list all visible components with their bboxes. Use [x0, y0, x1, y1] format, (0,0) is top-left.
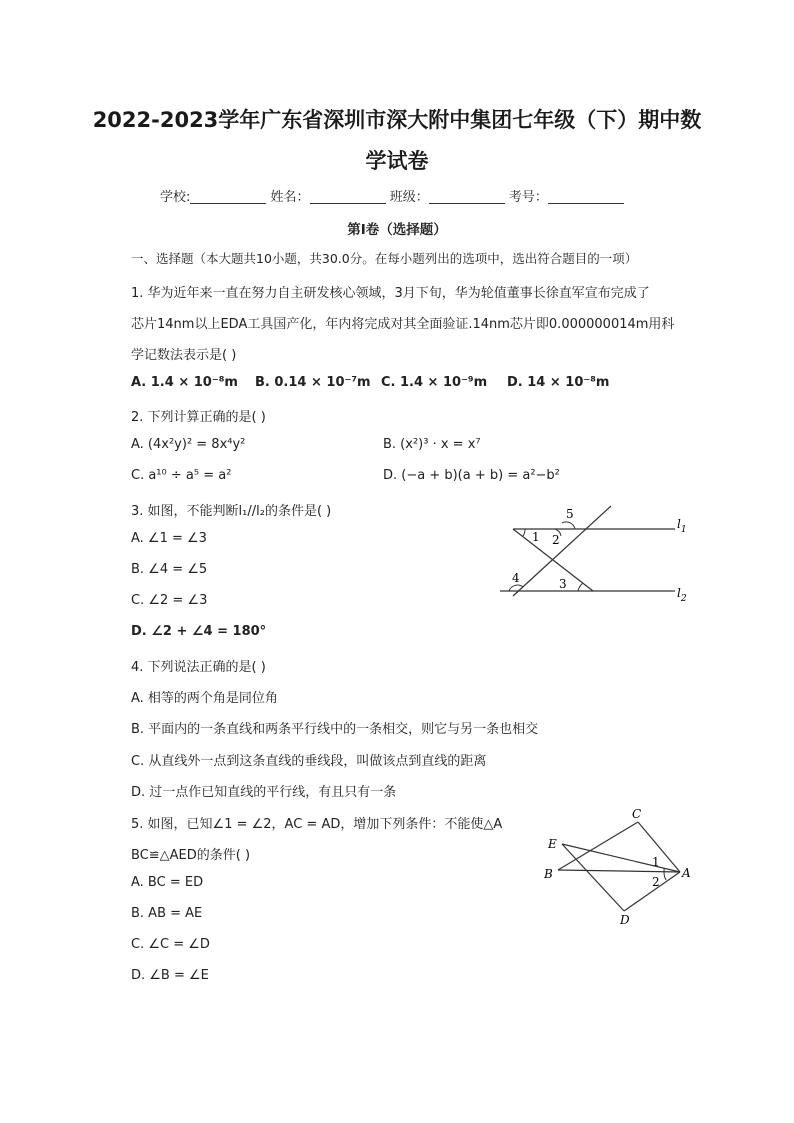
q2-option-b[interactable]: B. (x²)³ · x = x⁷ — [383, 437, 481, 452]
l2-label: $l_2$ — [677, 586, 687, 604]
q5-option-a[interactable]: A. BC = ED — [131, 875, 204, 890]
point-b-label: B — [544, 867, 553, 881]
school-blank[interactable] — [190, 189, 266, 204]
q5-line1: 5. 如图，已知∠1 = ∠2，AC = AD，增加下列条件：不能使△A — [131, 817, 503, 832]
page-title-line1: 2022-2023学年广东省深圳市深大附中集团七年级（下）期中数 — [92, 108, 702, 132]
angle-2-label: 2 — [552, 533, 560, 547]
q4-stem: 4. 下列说法正确的是( ) — [131, 660, 266, 675]
name-label: 姓名： — [270, 190, 310, 205]
angle-1-label: 1 — [532, 530, 540, 544]
point-e-label: E — [548, 837, 557, 851]
q1-line1: 1. 华为近年来一直在努力自主研发核心领域，3月下旬，华为轮值董事长徐直军宣布完成了 — [131, 286, 650, 301]
section-title: 第Ⅰ卷（选择题） — [347, 222, 447, 238]
q1-line2: 芯片14nm以上EDA工具国产化，年内将完成对其全面验证.14nm芯片即0.000000014m用科 — [131, 317, 675, 332]
q4-option-d[interactable]: D. 过一点作已知直线的平行线，有且只有一条 — [131, 785, 397, 800]
name-blank[interactable] — [310, 189, 386, 204]
q1-line3: 学记数法表示是( ) — [131, 348, 237, 363]
angle-3-arc — [578, 583, 583, 591]
angle-3-label: 3 — [559, 577, 567, 591]
exam-no-blank[interactable] — [548, 189, 624, 204]
angle-2-label: 2 — [652, 875, 660, 889]
q2-options-row1 — [131, 437, 481, 452]
q1-option-d[interactable]: D. 14 × 10⁻⁸m — [507, 375, 610, 390]
part1-header: 一、选择题（本大题共10小题，共30.0分。在每小题列出的选项中，选出符合题目的一项） — [131, 251, 638, 266]
class-label: 班级： — [389, 190, 429, 205]
segment-ea — [562, 844, 680, 872]
q5-line2: BC≌△AED的条件( ) — [131, 848, 251, 863]
q4-option-c[interactable]: C. 从直线外一点到这条直线的垂线段，叫做该点到直线的距离 — [131, 754, 487, 769]
segment-ed — [562, 844, 624, 911]
q1-option-a[interactable]: A. 1.4 × 10⁻⁸m — [131, 375, 238, 390]
segment-ba — [558, 870, 680, 872]
q5-option-b[interactable]: B. AB = AE — [131, 906, 203, 921]
point-a-label: A — [682, 866, 691, 880]
q3-option-c[interactable]: C. ∠2 = ∠3 — [131, 593, 208, 608]
q2-option-d[interactable]: D. (−a + b)(a + b) = a²−b² — [383, 468, 560, 483]
q3-option-a[interactable]: A. ∠1 = ∠3 — [131, 531, 207, 546]
q1-option-b[interactable]: B. 0.14 × 10⁻⁷m — [255, 375, 371, 390]
point-c-label: C — [632, 808, 642, 821]
q3-option-b[interactable]: B. ∠4 = ∠5 — [131, 562, 208, 577]
page-title-line2: 学试卷 — [365, 149, 429, 173]
point-d-label: D — [620, 913, 630, 927]
q2-option-a[interactable]: A. (4x²y)² = 8x⁴y² — [131, 437, 246, 452]
angle-4-label: 4 — [512, 571, 520, 585]
student-info-row — [160, 186, 624, 205]
angle-5-arc — [562, 522, 575, 529]
q5-option-d[interactable]: D. ∠B = ∠E — [131, 968, 209, 983]
q3-stem: 3. 如图，不能判断l₁//l₂的条件是( ) — [131, 504, 332, 519]
q5-triangles-figure — [540, 808, 710, 930]
q4-option-b[interactable]: B. 平面内的一条直线和两条平行线中的一条相交，则它与另一条也相交 — [131, 722, 539, 737]
angle-1-arc — [523, 529, 525, 536]
class-blank[interactable] — [429, 189, 505, 204]
l1-label: $l_1$ — [677, 517, 687, 535]
q2-option-c[interactable]: C. a¹⁰ ÷ a⁵ = a² — [131, 468, 232, 483]
angle-5-label: 5 — [566, 507, 574, 521]
q2-stem: 2. 下列计算正确的是( ) — [131, 410, 266, 425]
angle-2-arc — [664, 872, 666, 880]
q5-option-c[interactable]: C. ∠C = ∠D — [131, 937, 210, 952]
q4-option-a[interactable]: A. 相等的两个角是同位角 — [131, 691, 278, 706]
q3-option-d[interactable]: D. ∠2 + ∠4 = 180° — [131, 624, 267, 639]
q1-option-c[interactable]: C. 1.4 × 10⁻⁹m — [381, 375, 488, 390]
q1-options — [131, 375, 611, 390]
q3-parallel-lines-figure — [495, 500, 705, 610]
q2-options-row2 — [131, 468, 560, 483]
exam-no-label: 考号： — [508, 190, 548, 205]
angle-1-label: 1 — [652, 855, 660, 869]
school-label: 学校: — [160, 190, 191, 205]
